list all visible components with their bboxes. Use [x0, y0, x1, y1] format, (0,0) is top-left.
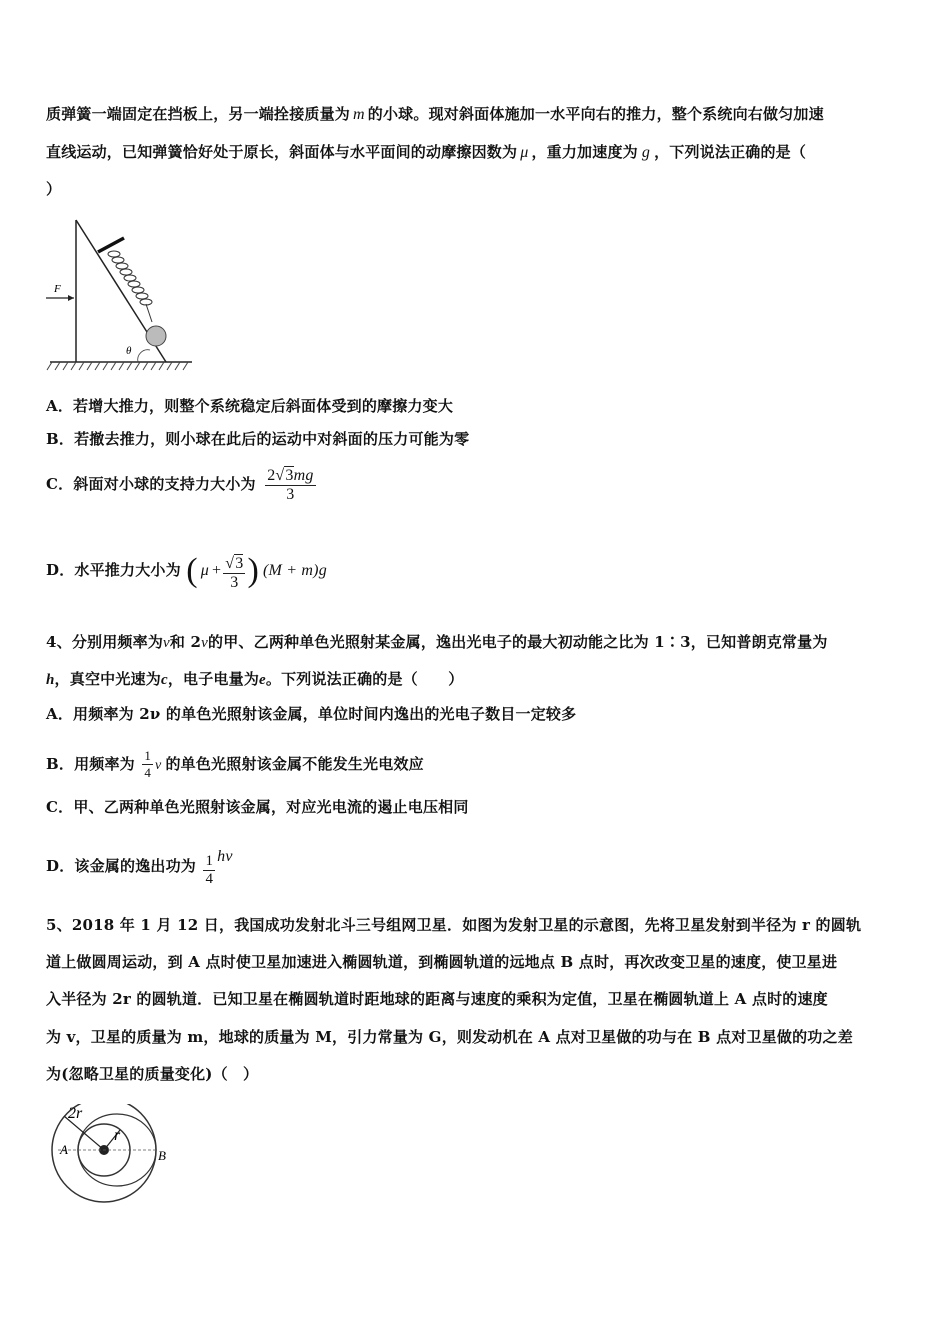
q5-orbit-figure — [46, 1104, 186, 1204]
q3-option-b — [46, 428, 469, 449]
fraction-numerator: 1 — [205, 853, 214, 869]
q5-stem-line3 — [46, 988, 828, 1009]
q3-stem-text: 直线运动，已知弹簧恰好处于原长，斜面体与水平面间的动摩擦因数为 — [46, 143, 518, 161]
q5-stem-text: 为 v，卫星的质量为 m，地球的质量为 M，引力常量为 G，则发动机在 A 点对卫星做的功与在 B 点对卫星做的功之差 — [46, 1028, 853, 1046]
q5-stem-text: 5、2018 年 1 月 12 日，我国成功发射北斗三号组网卫星．如图为发射卫星的示意图，先将卫星发射到半径为 r 的圆轨 — [46, 916, 862, 934]
h-nu-symbol: hν — [217, 848, 233, 865]
label-2r: 2r — [68, 1105, 83, 1122]
option-text: C．斜面对小球的支持力大小为 — [46, 475, 256, 493]
spring — [108, 251, 152, 322]
planck-symbol: h — [46, 672, 55, 688]
option-text: A．用频率为 2ν 的单色光照射该金属，单位时间内逸出的光电子数目一定较多 — [46, 705, 577, 723]
q5-stem-line4 — [46, 1026, 853, 1047]
q5-stem-line1 — [46, 914, 861, 935]
q4-option-d — [46, 848, 233, 888]
fraction-denominator: 3 — [230, 574, 239, 591]
fraction-denominator: 3 — [286, 486, 295, 503]
option-text: A．若增大推力，则整个系统稳定后斜面体受到的摩擦力变大 — [46, 397, 454, 415]
angle-arc — [138, 350, 150, 362]
q5-stem-line5 — [46, 1063, 258, 1084]
fraction-numerator: 1 — [144, 748, 152, 763]
q3-stem-text: 的小球。现对斜面体施加一水平向右的推力，整个系统向右做匀加速 — [367, 105, 824, 123]
fraction-denominator: 4 — [144, 765, 152, 780]
q3-stem-text: ） — [46, 180, 62, 198]
sqrt-radicand: 3 — [235, 555, 244, 572]
mass-sum-g: (M + m)g — [262, 562, 327, 579]
nu-symbol: v — [201, 635, 209, 651]
q4-stem-text: 。下列说法正确的是（ ） — [265, 670, 464, 688]
q4-option-a — [46, 703, 576, 724]
q5-stem-line2 — [46, 951, 837, 972]
force-label: F — [54, 283, 61, 295]
q5-stem-text: 入半径为 2r 的圆轨道．已知卫星在椭圆轨道时距地球的距离与速度的乘积为定值，卫星在椭圆轨道上 A 点时的速度 — [46, 990, 828, 1008]
numerator-coef: 2 — [267, 467, 276, 484]
q5-stem-text: 为(忽略卫星的质量变化)（ ） — [46, 1065, 259, 1083]
charge-symbol: e — [259, 672, 266, 688]
angle-label: θ — [126, 345, 132, 357]
q4-stem-line1 — [46, 631, 828, 652]
numerator-mg: mg — [293, 467, 314, 484]
option-text: 的单色光照射该金属不能发生光电效应 — [165, 755, 424, 773]
q4-d-fraction — [203, 853, 215, 888]
q3-stem-line1 — [46, 103, 824, 124]
q4-stem-text: 和 2 — [169, 633, 202, 651]
q4-option-c — [46, 796, 469, 817]
q3-stem-text: ，下列说法正确的是（ — [654, 143, 807, 161]
q4-stem-text: ，电子电量为 — [167, 670, 260, 688]
q3-d-fraction — [223, 555, 245, 592]
q4-option-b — [46, 748, 424, 781]
q3-option-c — [46, 467, 316, 504]
q4-stem-line2 — [46, 668, 463, 689]
q4-stem-text: 的甲、乙两种单色光照射某金属，逸出光电子的最大初动能之比为 1∶3，已知普朗克常量为 — [208, 633, 828, 651]
label-r: r — [114, 1127, 121, 1144]
q3-option-a — [46, 395, 453, 416]
q3-stem-line3 — [46, 178, 61, 199]
fraction-numerator — [265, 467, 315, 486]
fraction-numerator — [223, 555, 245, 574]
q3-stem-line2 — [46, 141, 806, 162]
q3-stem-text: 质弹簧一端固定在挡板上，另一端拴接质量为 — [46, 105, 351, 123]
option-text: B．用频率为 — [46, 755, 135, 773]
nu-symbol: ν — [155, 758, 162, 773]
sqrt-sign: √ — [225, 555, 235, 572]
q3-c-fraction — [265, 467, 315, 504]
q3-stem-text: ，重力加速度为 — [531, 143, 638, 161]
plus-sign: + — [212, 562, 222, 579]
label-b: B — [158, 1148, 166, 1163]
fraction-denominator: 4 — [205, 871, 214, 887]
label-a: A — [60, 1142, 68, 1157]
q4-stem-text: ，真空中光速为 — [54, 670, 161, 688]
q5-stem-text: 道上做圆周运动，到 A 点时使卫星加速进入椭圆轨道，到椭圆轨道的远地点 B 点时，再次改变卫星的速度，使卫星进 — [46, 953, 838, 971]
option-text: B．若撤去推力，则小球在此后的运动中对斜面的压力可能为零 — [46, 430, 470, 448]
option-text: D．水平推力大小为 — [46, 561, 181, 579]
q3-mass-symbol: m — [353, 106, 365, 123]
nu-symbol: v — [163, 635, 170, 651]
light-speed-symbol: c — [160, 672, 168, 688]
sqrt-sign: √ — [275, 467, 285, 484]
force-arrowhead — [68, 295, 74, 301]
left-paren: ( — [186, 552, 198, 589]
option-text: C．甲、乙两种单色光照射该金属，对应光电流的遏止电压相同 — [46, 798, 469, 816]
q4-b-fraction — [142, 748, 153, 781]
q3-mu-symbol: μ — [520, 144, 529, 161]
mu-symbol: μ — [200, 562, 210, 579]
ground-hatch — [47, 362, 188, 370]
sqrt-radicand: 3 — [285, 467, 294, 484]
baffle-plate — [98, 238, 124, 252]
ball — [146, 326, 166, 346]
option-text: D．该金属的逸出功为 — [46, 857, 197, 875]
q4-stem-text: 4、分别用频率为 — [46, 633, 164, 651]
q3-g-symbol: g — [641, 144, 651, 161]
right-paren: ) — [247, 552, 259, 589]
q3-incline-figure — [46, 214, 196, 374]
q3-option-d — [46, 552, 327, 592]
